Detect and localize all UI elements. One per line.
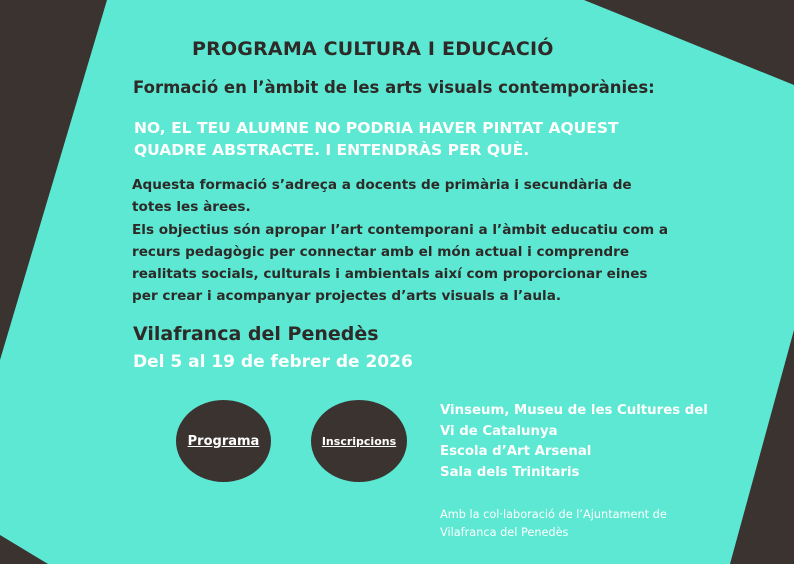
- headline: NO, EL TEU ALUMNE NO PODRIA HAVER PINTAT AQUEST QUADRE ABSTRACTE. I ENTENDRÀS PER QUÈ.: [134, 119, 619, 159]
- venues-list: [440, 401, 710, 483]
- venue-item: Escola d’Art Arsenal: [440, 444, 592, 459]
- subtitle: Formació en l’àmbit de les arts visuals contemporànies:: [133, 78, 655, 97]
- venue-item: Vinseum, Museu de les Cultures del Vi de Catalunya: [440, 403, 708, 439]
- audience-paragraph: Aquesta formació s’adreça a docents de primària i secundària de totes les àrees.: [132, 177, 632, 215]
- page-title: PROGRAMA CULTURA I EDUCACIÓ: [192, 38, 554, 60]
- programa-button[interactable]: Programa: [176, 400, 271, 482]
- inscripcions-button[interactable]: Inscripcions: [311, 400, 407, 482]
- dates: Del 5 al 19 de febrer de 2026: [133, 352, 413, 372]
- collaboration-note: Amb la col·laboració de l’Ajuntament de Vilafranca del Penedès: [440, 508, 667, 539]
- venue-item: Sala dels Trinitaris: [440, 464, 580, 480]
- location: Vilafranca del Penedès: [133, 323, 379, 345]
- objectives-paragraph: Els objectius són apropar l’art contemporani a l’àmbit educatiu com a recurs pedagògic per connectar amb el món actual i comprendre realitats socials, culturals i ambientals així com proporcionar eines per crear i acompanyar projectes d’arts visuals a l’aula.: [132, 222, 669, 304]
